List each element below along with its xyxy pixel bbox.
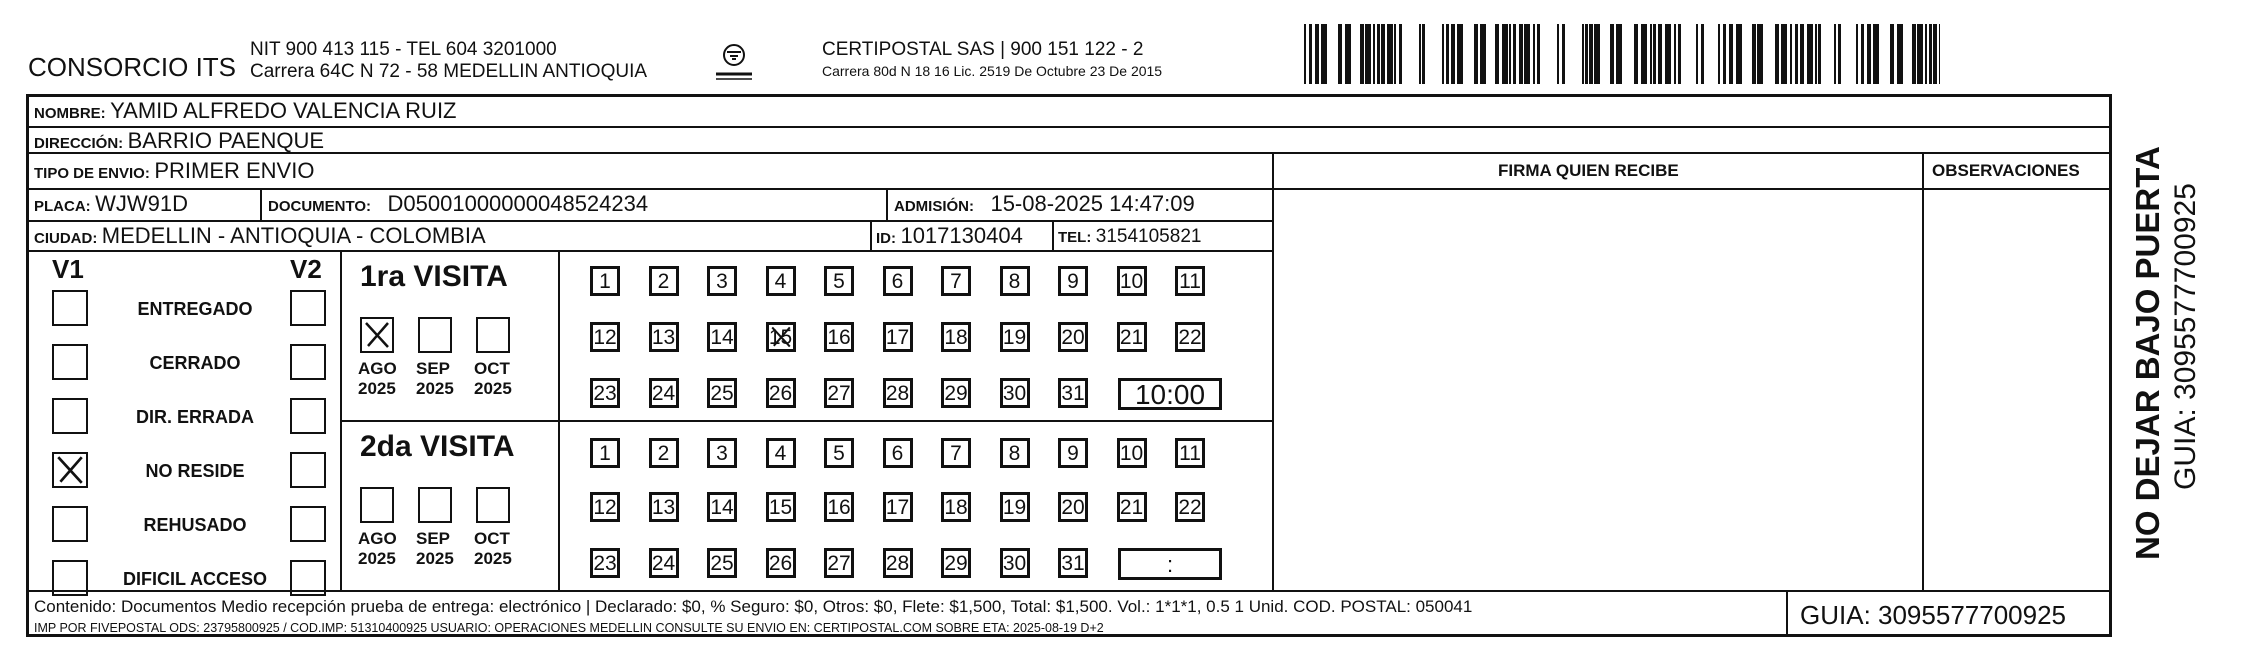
company-name: CONSORCIO ITS <box>28 52 237 82</box>
time-box[interactable]: : <box>1118 548 1222 580</box>
footer-line1: Contenido: Documentos Medio recepción prueba de entrega: electrónico | Declarado: $0, % Seguro: $0, Otros: $0, Flete: $1,500, Total: $1,500. Vol.: 1*1*1, 0.5 1 Unid. COD. POSTAL: 050041 <box>34 597 1473 616</box>
status-v2-checkbox[interactable] <box>290 344 326 380</box>
day-cell[interactable]: 19 <box>1000 322 1030 352</box>
check-mark-icon <box>362 319 392 351</box>
day-cell[interactable]: 5 <box>824 438 854 468</box>
plate-row <box>34 193 188 215</box>
day-cell[interactable]: 2 <box>649 438 679 468</box>
day-cell[interactable]: 26 <box>766 548 796 578</box>
certipostal-logo <box>712 40 756 84</box>
observations-header: OBSERVACIONES <box>1932 161 2080 180</box>
day-cell[interactable]: 7 <box>941 266 971 296</box>
status-v2-checkbox[interactable] <box>290 452 326 488</box>
month-checkbox[interactable] <box>418 487 452 523</box>
day-cell[interactable]: 7 <box>941 438 971 468</box>
status-label: DIR. ERRADA <box>135 407 254 427</box>
day-cell[interactable]: 3 <box>707 438 737 468</box>
day-cell[interactable]: 16 <box>824 492 854 522</box>
status-label: NO RESIDE <box>145 461 245 481</box>
address-row <box>34 130 324 152</box>
day-cell[interactable]: 23 <box>590 548 620 578</box>
day-cell[interactable]: 31 <box>1058 378 1088 408</box>
admission-value: 15-08-2025 14:47:09 <box>990 191 1195 216</box>
name-row <box>34 100 457 122</box>
footer-guia: GUIA: 3095577700925 <box>1800 600 2066 630</box>
day-cell[interactable]: 24 <box>649 378 679 408</box>
status-v2-checkbox[interactable] <box>290 560 326 596</box>
month-label: AGO <box>358 529 397 548</box>
status-label: REHUSADO <box>143 515 247 535</box>
month-checkbox[interactable] <box>360 317 394 353</box>
document-value: D05001000000048524234 <box>387 191 649 216</box>
document-label: DOCUMENTO: <box>268 198 372 215</box>
barcode <box>1304 24 1940 84</box>
address-value: BARRIO PAENQUE <box>127 128 325 153</box>
status-label: ENTREGADO <box>137 299 253 319</box>
month-label: OCT <box>474 359 510 378</box>
day-cell[interactable]: 1 <box>590 266 620 296</box>
day-cell[interactable]: 17 <box>883 322 913 352</box>
day-cell[interactable]: 27 <box>824 548 854 578</box>
day-cell[interactable]: 27 <box>824 378 854 408</box>
day-cell[interactable]: 28 <box>883 548 913 578</box>
day-cell[interactable]: 23 <box>590 378 620 408</box>
tel-row <box>1058 227 1201 246</box>
admission-row <box>894 193 1195 215</box>
send-type-label: TIPO DE ENVIO: <box>34 165 150 182</box>
visit-title: 2da VISITA <box>360 430 515 463</box>
plate-label: PLACA: <box>34 198 91 215</box>
day-cell[interactable]: 29 <box>941 378 971 408</box>
day-cell[interactable]: 3 <box>707 266 737 296</box>
day-cell[interactable]: 21 <box>1117 492 1147 522</box>
year-label: 2025 <box>474 549 512 568</box>
day-cell[interactable]: 22 <box>1175 322 1205 352</box>
year-label: 2025 <box>358 379 396 398</box>
tel-value: 3154105821 <box>1095 226 1202 247</box>
city-label: CIUDAD: <box>34 230 98 247</box>
status-label: CERRADO <box>149 353 241 373</box>
year-label: 2025 <box>416 379 454 398</box>
footer-line2: IMP POR FIVEPOSTAL ODS: 23795800925 / COD.IMP: 51310400925 USUARIO: OPERACIONES MEDELLIN CONSULTE SU ENVIO EN: CERTIPOSTAL.COM SOBRE ETA: 2025-08-19 D+2 <box>34 621 1104 635</box>
day-cell[interactable]: 30 <box>1000 378 1030 408</box>
day-cell[interactable]: 17 <box>883 492 913 522</box>
day-cell[interactable]: 6 <box>883 266 913 296</box>
day-cell[interactable]: 20 <box>1058 322 1088 352</box>
day-cell[interactable]: 13 <box>649 322 679 352</box>
month-checkbox[interactable] <box>476 317 510 353</box>
month-label: AGO <box>358 359 397 378</box>
day-cell[interactable]: 10 <box>1117 266 1147 296</box>
day-cell[interactable]: 30 <box>1000 548 1030 578</box>
day-cell[interactable]: 14 <box>707 322 737 352</box>
day-cell[interactable]: 24 <box>649 548 679 578</box>
status-v1-checkbox[interactable] <box>52 452 88 488</box>
day-cell[interactable]: 31 <box>1058 548 1088 578</box>
month-checkbox[interactable] <box>360 487 394 523</box>
status-v1-checkbox[interactable] <box>52 398 88 434</box>
city-row <box>34 225 486 247</box>
day-cell[interactable]: 19 <box>1000 492 1030 522</box>
courier-line2: Carrera 80d N 18 16 Lic. 2519 De Octubre 23 De 2015 <box>822 63 1163 79</box>
name-label: NOMBRE: <box>34 105 106 122</box>
visit-title: 1ra VISITA <box>360 260 508 293</box>
day-cell[interactable]: 15 <box>766 492 796 522</box>
day-cell[interactable]: 15 <box>766 322 796 352</box>
month-checkbox[interactable] <box>418 317 452 353</box>
status-v1-checkbox[interactable] <box>52 290 88 326</box>
name-value: YAMID ALFREDO VALENCIA RUIZ <box>110 98 457 123</box>
day-cell[interactable]: 6 <box>883 438 913 468</box>
status-v2-checkbox[interactable] <box>290 290 326 326</box>
city-value: MEDELLIN - ANTIOQUIA - COLOMBIA <box>101 223 486 248</box>
day-cell[interactable]: 4 <box>766 438 796 468</box>
day-cell[interactable]: 2 <box>649 266 679 296</box>
day-cell[interactable]: 29 <box>941 548 971 578</box>
month-label: SEP <box>416 359 451 378</box>
day-cell[interactable]: 16 <box>824 322 854 352</box>
day-cell[interactable]: 4 <box>766 266 796 296</box>
year-label: 2025 <box>474 379 512 398</box>
day-cell[interactable]: 1 <box>590 438 620 468</box>
courier-line1: CERTIPOSTAL SAS | 900 151 122 - 2 <box>822 39 1144 60</box>
admission-label: ADMISIÓN: <box>894 198 974 215</box>
id-value: 1017130404 <box>900 223 1023 248</box>
send-type-row <box>34 160 314 182</box>
tel-label: TEL: <box>1058 229 1092 246</box>
document-row <box>268 193 648 215</box>
day-cell[interactable]: 20 <box>1058 492 1088 522</box>
v2-label: V2 <box>290 254 322 284</box>
company-line1: NIT 900 413 115 - TEL 604 3201000 <box>250 39 557 60</box>
status-v1-checkbox[interactable] <box>52 344 88 380</box>
status-v1-checkbox[interactable] <box>52 506 88 542</box>
day-cell[interactable]: 11 <box>1175 438 1205 468</box>
day-cell[interactable]: 18 <box>941 492 971 522</box>
seal-icon <box>712 40 756 84</box>
day-cell[interactable]: 5 <box>824 266 854 296</box>
time-box[interactable]: 10:00 <box>1118 378 1222 410</box>
signature-header: FIRMA QUIEN RECIBE <box>1498 161 1679 180</box>
check-mark-icon <box>54 454 86 486</box>
day-cell[interactable]: 12 <box>590 322 620 352</box>
day-cell[interactable]: 21 <box>1117 322 1147 352</box>
day-cell[interactable]: 10 <box>1117 438 1147 468</box>
month-checkbox[interactable] <box>476 487 510 523</box>
side-warning: NO DEJAR BAJO PUERTA <box>2129 146 2166 560</box>
send-type-value: PRIMER ENVIO <box>154 158 315 183</box>
day-cell[interactable]: 13 <box>649 492 679 522</box>
year-label: 2025 <box>358 549 396 568</box>
id-row <box>876 225 1023 247</box>
day-cell[interactable]: 28 <box>883 378 913 408</box>
status-v1-checkbox[interactable] <box>52 560 88 596</box>
month-label: SEP <box>416 529 451 548</box>
day-cell[interactable]: 8 <box>1000 438 1030 468</box>
day-cell[interactable]: 14 <box>707 492 737 522</box>
year-label: 2025 <box>416 549 454 568</box>
day-cell[interactable]: 12 <box>590 492 620 522</box>
day-cell[interactable]: 9 <box>1058 266 1088 296</box>
day-cell[interactable]: 18 <box>941 322 971 352</box>
day-cell[interactable]: 25 <box>707 378 737 408</box>
plate-value: WJW91D <box>95 191 189 216</box>
id-label: ID: <box>876 230 896 247</box>
day-cell[interactable]: 22 <box>1175 492 1205 522</box>
barcode-graphic <box>1304 24 1940 84</box>
status-label: DIFICIL ACCESO <box>122 569 267 589</box>
check-mark-icon <box>769 325 793 349</box>
day-cell[interactable]: 26 <box>766 378 796 408</box>
status-v2-checkbox[interactable] <box>290 398 326 434</box>
day-cell[interactable]: 9 <box>1058 438 1088 468</box>
day-cell[interactable]: 25 <box>707 548 737 578</box>
day-cell[interactable]: 11 <box>1175 266 1205 296</box>
v1-label: V1 <box>52 254 84 284</box>
side-guia: GUIA: 3095577700925 <box>2169 183 2202 490</box>
company-line2: Carrera 64C N 72 - 58 MEDELLIN ANTIOQUIA <box>250 61 648 82</box>
address-label: DIRECCIÓN: <box>34 135 124 152</box>
day-cell[interactable]: 8 <box>1000 266 1030 296</box>
status-v2-checkbox[interactable] <box>290 506 326 542</box>
month-label: OCT <box>474 529 510 548</box>
